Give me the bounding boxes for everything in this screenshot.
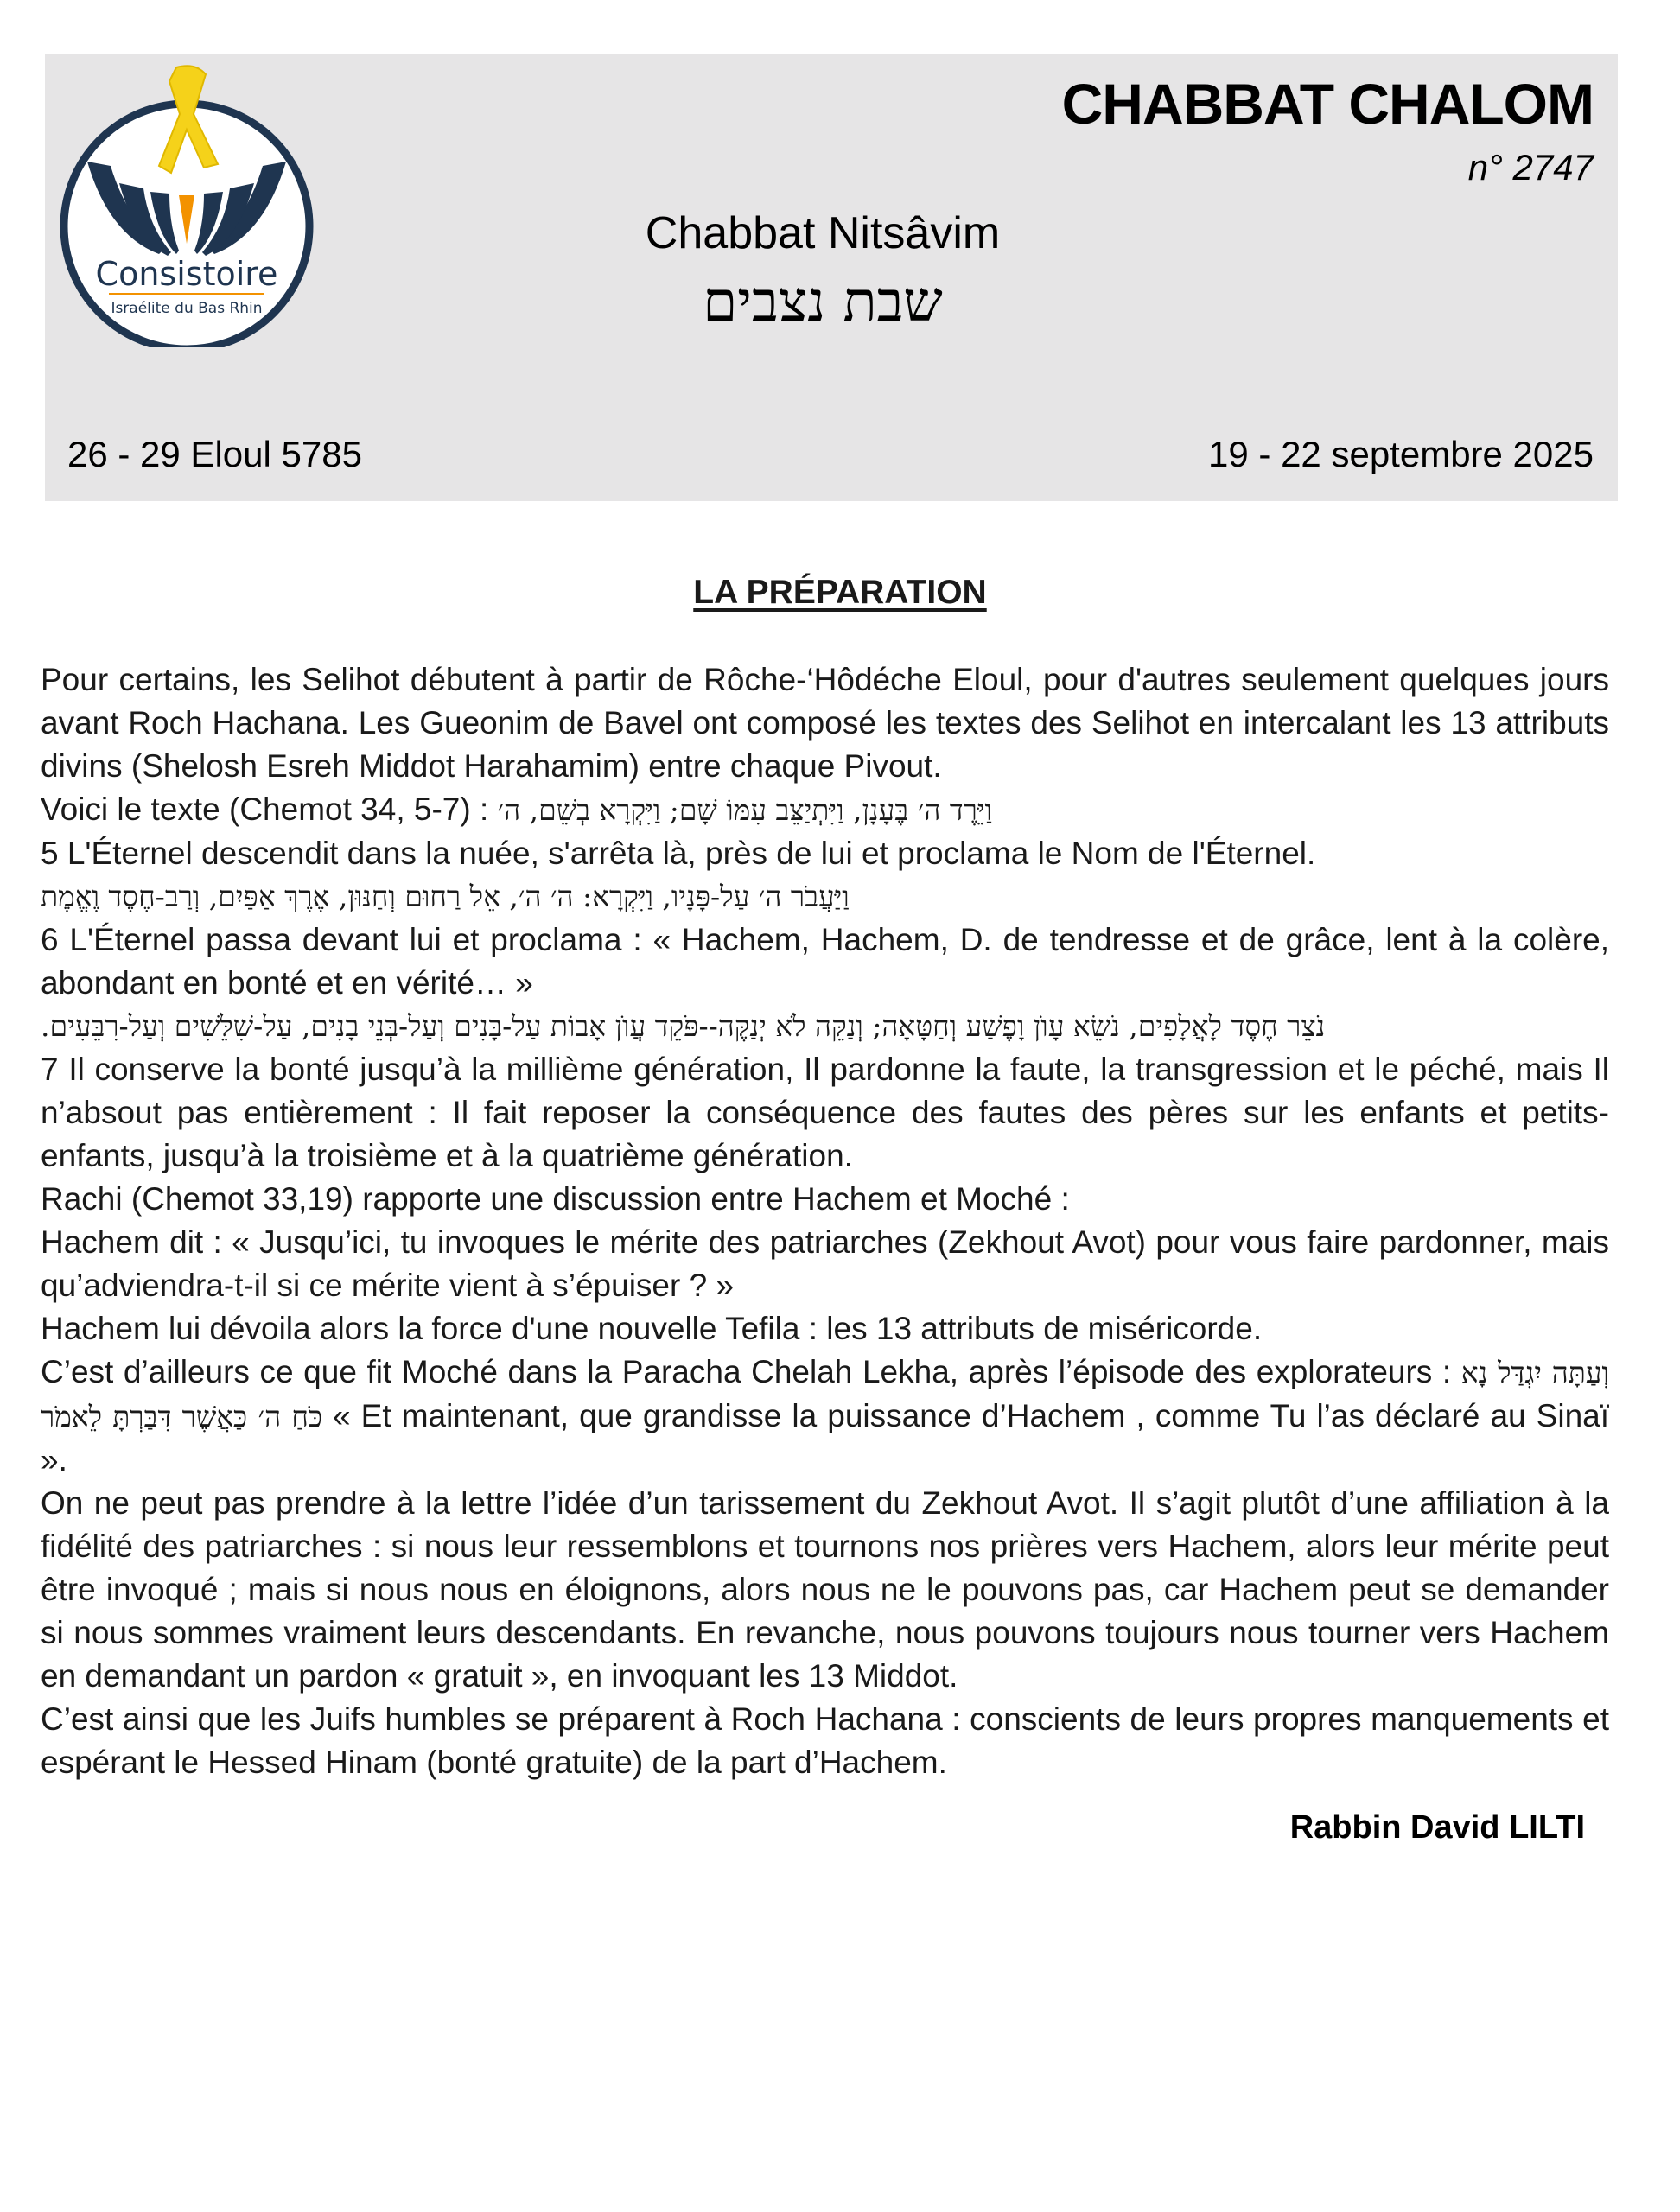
hebrew-date-range: 26 - 29 Eloul 5785	[67, 434, 362, 474]
newsletter-title: CHABBAT CHALOM	[1061, 72, 1594, 136]
paragraph-verse-6-translation: 6 L'Éternel passa devant lui et proclama : « Hachem, Hachem, D. de tendresse et de grâce, lent à la colère, abondant en bonté et en vérité… »	[41, 922, 1609, 1001]
verse-intro-text: Voici le texte (Chemot 34, 5-7) :	[41, 791, 498, 827]
consistoire-logo	[57, 62, 316, 347]
newsletter-header	[45, 54, 1618, 501]
author-signature: Rabbin David LILTI	[1289, 1809, 1585, 1846]
paragraph-verse-7-translation: 7 Il conserve la bonté jusqu’à la millième génération, Il pardonne la faute, la transgression et le péché, mais Il n’absout pas entièrement : Il fait reposer la conséquence des fautes des pères sur les enfants et petits-enfants, jusqu’à la troisième et à la quatrième génération.	[41, 1052, 1609, 1173]
paragraph-chelah-lekha	[41, 1351, 1609, 1482]
gregorian-date-range: 19 - 22 septembre 2025	[1208, 434, 1594, 474]
paragraph-rachi: Rachi (Chemot 33,19) rapporte une discussion entre Hachem et Moché :	[41, 1181, 1070, 1217]
paragraph-verse-intro	[41, 788, 1609, 832]
paragraph-conclusion: C’est ainsi que les Juifs humbles se préparent à Roch Hachana : conscients de leurs propres manquements et espérant le Hessed Hinam (bonté gratuite) de la part d’Hachem.	[41, 1701, 1609, 1780]
logo-subtitle: Israélite du Bas Rhin	[111, 300, 263, 317]
paragraph-zekhout-avot: On ne peut pas prendre à la lettre l’idée d’un tarissement du Zekhout Avot. Il s’agit plutôt d’une affiliation à la fidélité des patriarches : si nous leur ressemblons et tournons nos prières vers Hachem, alors leur mérite peut être invoqué ; mais si nous nous en éloignons, alors nous ne le pouvons pas, car Hachem peut se demander si nous sommes vraiment leurs descendants. En revanche, nous pouvons toujours nous tourner vers Hachem en demandant un pardon « gratuit », en invoquant les 13 Middot.	[41, 1485, 1609, 1694]
hebrew-verse-5: וַיֵּרֶד ה׳ בֶּעָנָן, וַיִּתְיַצֵּב עִמּוֹ שָׁם; וַיִּקְרָא בְשֵׁם, ה׳	[497, 793, 992, 827]
article-body	[41, 658, 1609, 1848]
chelah-text-after: « Et maintenant, que grandisse la puissance d’Hachem , comme Tu l’as déclaré au Sinaï ».	[41, 1398, 1609, 1478]
hebrew-bamidbar-quote: וְעַתָּה יִגְדַּל נָא כֹּחַ ה׳ כַּאֲשֶׁר דִּבַּרְתָּ לֵאמֹר	[41, 1356, 1610, 1433]
logo-name: Consistoire	[95, 255, 278, 293]
issue-number: n° 2747	[1467, 147, 1594, 188]
parasha-name: Chabbat Nitsâvim	[645, 208, 1001, 258]
parasha-name-hebrew: שבת נצבים	[703, 270, 943, 334]
chelah-text-before: C’est d’ailleurs ce que fit Moché dans la Paracha Chelah Lekha, après l’épisode des explorateurs :	[41, 1354, 1461, 1389]
paragraph-verse-5-translation: 5 L'Éternel descendit dans la nuée, s'arrêta là, près de lui et proclama le Nom de l'Éternel.	[41, 836, 1316, 871]
hebrew-verse-7: נֹצֵר חֶסֶד לָאֲלָפִים, נֹשֵׂא עָוֺן וָפֶשַׁע וְחַטָּאָה; וְנַקֵּה לֹא יְנַקֶּה--פֹּקֵד עֲוֺן אָבוֹת עַל-בָּנִים וְעַל-בְּנֵי בָנִים, עַל-שִׁלֵּשִׁים וְעַל-רִבֵּעִים.	[41, 1009, 1326, 1043]
paragraph-intro: Pour certains, les Selihot débutent à partir de Rôche-‘Hôdéche Eloul, pour d'autres seulement quelques jours avant Roch Hachana. Les Gueonim de Bavel ont composé les textes des Selihot en intercalant les 13 attributs divins (Shelosh Esreh Middot Harahamim) entre chaque Pivout.	[41, 662, 1609, 784]
paragraph-tefila: Hachem lui dévoila alors la force d'une nouvelle Tefila : les 13 attributs de miséricorde.	[41, 1311, 1263, 1346]
article-title: LA PRÉPARATION	[693, 574, 987, 611]
article-title-wrap	[0, 574, 1680, 612]
hebrew-verse-6: וַיַּעֲבֹר ה׳ עַל-פָּנָיו, וַיִּקְרָא: ה׳ ה׳, אֵל רַחוּם וְחַנּוּן, אֶרֶךְ אַפַּיִם, וְרַב-חֶסֶד וֶאֱמֶת	[41, 880, 850, 913]
paragraph-hachem-dit: Hachem dit : « Jusqu’ici, tu invoques le mérite des patriarches (Zekhout Avot) pour vous faire pardonner, mais qu’adviendra-t-il si ce mérite vient à s’épuiser ? »	[41, 1224, 1609, 1303]
